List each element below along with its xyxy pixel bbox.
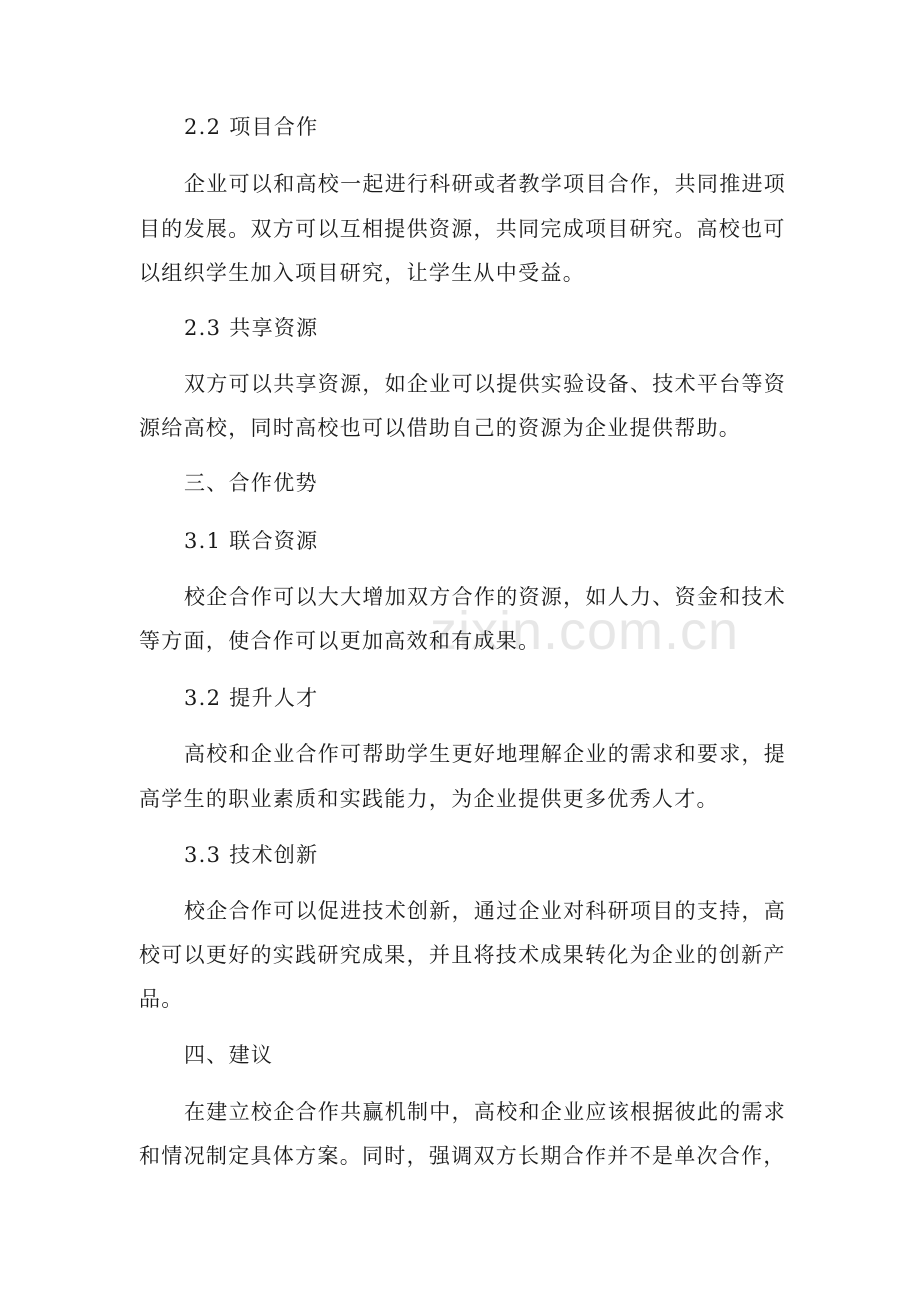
heading-2-2: 2.2 项目合作 (184, 115, 319, 139)
paragraph-line: 以组织学生加入项目研究，让学生从中受益。 (139, 261, 585, 285)
paragraph-line: 校可以更好的实践研究成果，并且将技术成果转化为企业的创新产 (139, 943, 786, 967)
heading-3-1: 3.1 联合资源 (184, 529, 319, 553)
section-heading-4: 四、建议 (184, 1043, 274, 1067)
watermark: zixin.com.cn (430, 601, 740, 661)
paragraph-line: 在建立校企合作共赢机制中，高校和企业应该根据彼此的需求 (184, 1100, 787, 1124)
paragraph-line: 校企合作可以促进技术创新，通过企业对科研项目的支持，高 (184, 899, 787, 923)
section-heading-3: 三、合作优势 (184, 471, 318, 495)
paragraph-line: 目的发展。双方可以互相提供资源，共同完成项目研究。高校也可 (139, 217, 786, 241)
heading-3-2: 3.2 提升人才 (184, 686, 319, 710)
paragraph-line: 品。 (139, 987, 184, 1011)
paragraph-line: 高校和企业合作可帮助学生更好地理解企业的需求和要求，提 (184, 742, 787, 766)
paragraph-line: 等方面，使合作可以更加高效和有成果。 (139, 629, 541, 653)
paragraph-line: 双方可以共享资源，如企业可以提供实验设备、技术平台等资 (184, 372, 787, 396)
paragraph-line: 校企合作可以大大增加双方合作的资源，如人力、资金和技术 (184, 585, 787, 609)
paragraph-line: 源给高校，同时高校也可以借助自己的资源为企业提供帮助。 (139, 416, 742, 440)
heading-2-3: 2.3 共享资源 (184, 316, 319, 340)
paragraph-line: 和情况制定具体方案。同时，强调双方长期合作并不是单次合作， (139, 1144, 786, 1168)
heading-3-3: 3.3 技术创新 (184, 843, 319, 867)
paragraph-line: 高学生的职业素质和实践能力，为企业提供更多优秀人才。 (139, 787, 719, 811)
paragraph-line: 企业可以和高校一起进行科研或者教学项目合作，共同推进项 (184, 172, 787, 196)
